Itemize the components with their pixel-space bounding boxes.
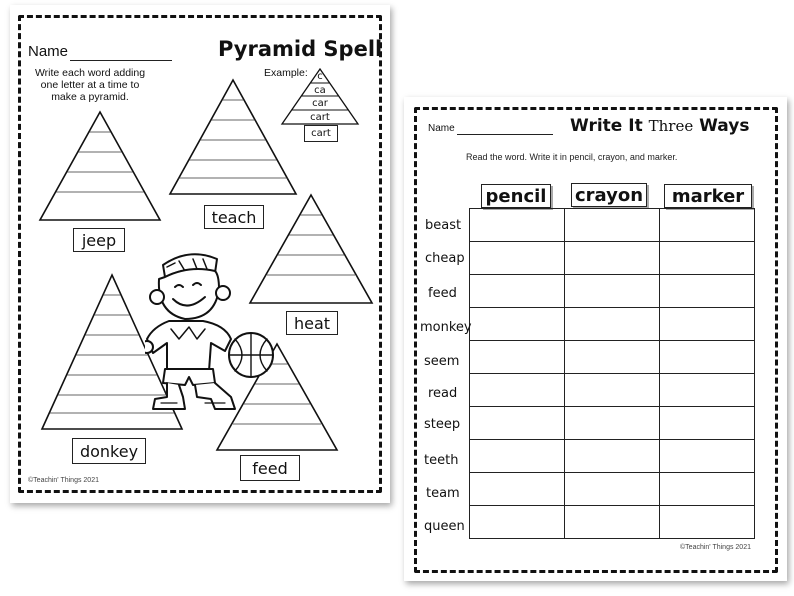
write-it-three-ways-worksheet bbox=[404, 97, 787, 581]
word-box-heat: heat bbox=[286, 311, 338, 335]
pencil-cell[interactable] bbox=[470, 473, 565, 506]
row-label-teeth: teeth bbox=[424, 453, 459, 468]
marker-cell[interactable] bbox=[660, 341, 755, 374]
word-box-teach: teach bbox=[204, 205, 264, 229]
table-row bbox=[470, 473, 755, 506]
word-box-feed: feed bbox=[240, 455, 300, 481]
pencil-cell[interactable] bbox=[470, 341, 565, 374]
writing-grid bbox=[469, 208, 755, 539]
instructions: Read the word. Write it in pencil, crayon, and marker. bbox=[466, 152, 678, 162]
marker-cell[interactable] bbox=[660, 407, 755, 440]
example-row: cart bbox=[310, 111, 330, 123]
marker-cell[interactable] bbox=[660, 275, 755, 308]
column-header-pencil: pencil bbox=[481, 184, 551, 208]
row-label-beast: beast bbox=[425, 218, 462, 233]
marker-cell[interactable] bbox=[660, 308, 755, 341]
pyramid-teach bbox=[168, 78, 298, 196]
crayon-cell[interactable] bbox=[565, 209, 660, 242]
title-part: Ways bbox=[699, 116, 750, 136]
copyright-text: Teachin' Things 2021 bbox=[33, 477, 99, 484]
marker-cell[interactable] bbox=[660, 374, 755, 407]
instruction-line: one letter at a time to bbox=[40, 79, 140, 91]
crayon-cell[interactable] bbox=[565, 308, 660, 341]
name-label: Name bbox=[28, 43, 69, 60]
copyright-icon: © bbox=[28, 477, 34, 484]
column-header-marker: marker bbox=[664, 184, 752, 208]
example-word-box: cart bbox=[304, 125, 338, 142]
crayon-cell[interactable] bbox=[565, 242, 660, 275]
page-title bbox=[570, 116, 749, 136]
crayon-cell[interactable] bbox=[565, 506, 660, 539]
table-row bbox=[470, 308, 755, 341]
row-label-steep: steep bbox=[424, 417, 461, 432]
example-row: ca bbox=[314, 84, 326, 96]
row-label-feed: feed bbox=[428, 286, 457, 301]
pencil-cell[interactable] bbox=[470, 440, 565, 473]
word-box-donkey: donkey bbox=[72, 438, 146, 464]
instruction-line: make a pyramid. bbox=[51, 91, 129, 103]
crayon-cell[interactable] bbox=[565, 275, 660, 308]
marker-cell[interactable] bbox=[660, 242, 755, 275]
name-line bbox=[457, 134, 553, 135]
table-row bbox=[470, 341, 755, 374]
marker-cell[interactable] bbox=[660, 209, 755, 242]
pencil-cell[interactable] bbox=[470, 407, 565, 440]
page-title: Pyramid Spell bbox=[218, 37, 383, 61]
example-row: c bbox=[317, 71, 323, 82]
name-line bbox=[70, 60, 172, 61]
crayon-cell[interactable] bbox=[565, 341, 660, 374]
title-part: Write It bbox=[570, 116, 643, 136]
pencil-cell[interactable] bbox=[470, 308, 565, 341]
pencil-cell[interactable] bbox=[470, 275, 565, 308]
name-label: Name bbox=[428, 123, 455, 134]
example-label: Example: bbox=[264, 67, 308, 79]
copyright-footer bbox=[680, 544, 751, 551]
table-row bbox=[470, 275, 755, 308]
instructions bbox=[28, 67, 152, 103]
column-header-crayon: crayon bbox=[571, 183, 647, 207]
pyramid-spell-worksheet bbox=[10, 5, 390, 503]
table-row bbox=[470, 407, 755, 440]
pencil-cell[interactable] bbox=[470, 209, 565, 242]
table-row bbox=[470, 440, 755, 473]
crayon-cell[interactable] bbox=[565, 374, 660, 407]
marker-cell[interactable] bbox=[660, 506, 755, 539]
pencil-cell[interactable] bbox=[470, 506, 565, 539]
crayon-cell[interactable] bbox=[565, 440, 660, 473]
table-row bbox=[470, 242, 755, 275]
example-row: car bbox=[312, 98, 328, 109]
row-label-cheap: cheap bbox=[425, 251, 465, 266]
table-row bbox=[470, 209, 755, 242]
marker-cell[interactable] bbox=[660, 440, 755, 473]
pencil-cell[interactable] bbox=[470, 242, 565, 275]
row-label-team: team bbox=[426, 486, 460, 501]
copyright-footer bbox=[28, 477, 99, 484]
pyramid-jeep bbox=[38, 110, 162, 222]
title-part-thin: Three bbox=[648, 117, 694, 135]
instruction-line: Write each word adding bbox=[34, 67, 146, 79]
marker-cell[interactable] bbox=[660, 473, 755, 506]
table-row bbox=[470, 374, 755, 407]
row-label-monkey: monkey bbox=[420, 320, 472, 335]
row-label-read: read bbox=[428, 386, 458, 401]
boy-basketball-illustration bbox=[145, 243, 280, 413]
word-box-jeep: jeep bbox=[73, 228, 125, 252]
row-label-seem: seem bbox=[424, 354, 460, 369]
row-label-queen: queen bbox=[424, 519, 465, 534]
crayon-cell[interactable] bbox=[565, 473, 660, 506]
crayon-cell[interactable] bbox=[565, 407, 660, 440]
table-row bbox=[470, 506, 755, 539]
pencil-cell[interactable] bbox=[470, 374, 565, 407]
copyright-icon: © bbox=[680, 544, 686, 551]
copyright-text: Teachin' Things 2021 bbox=[685, 544, 751, 551]
